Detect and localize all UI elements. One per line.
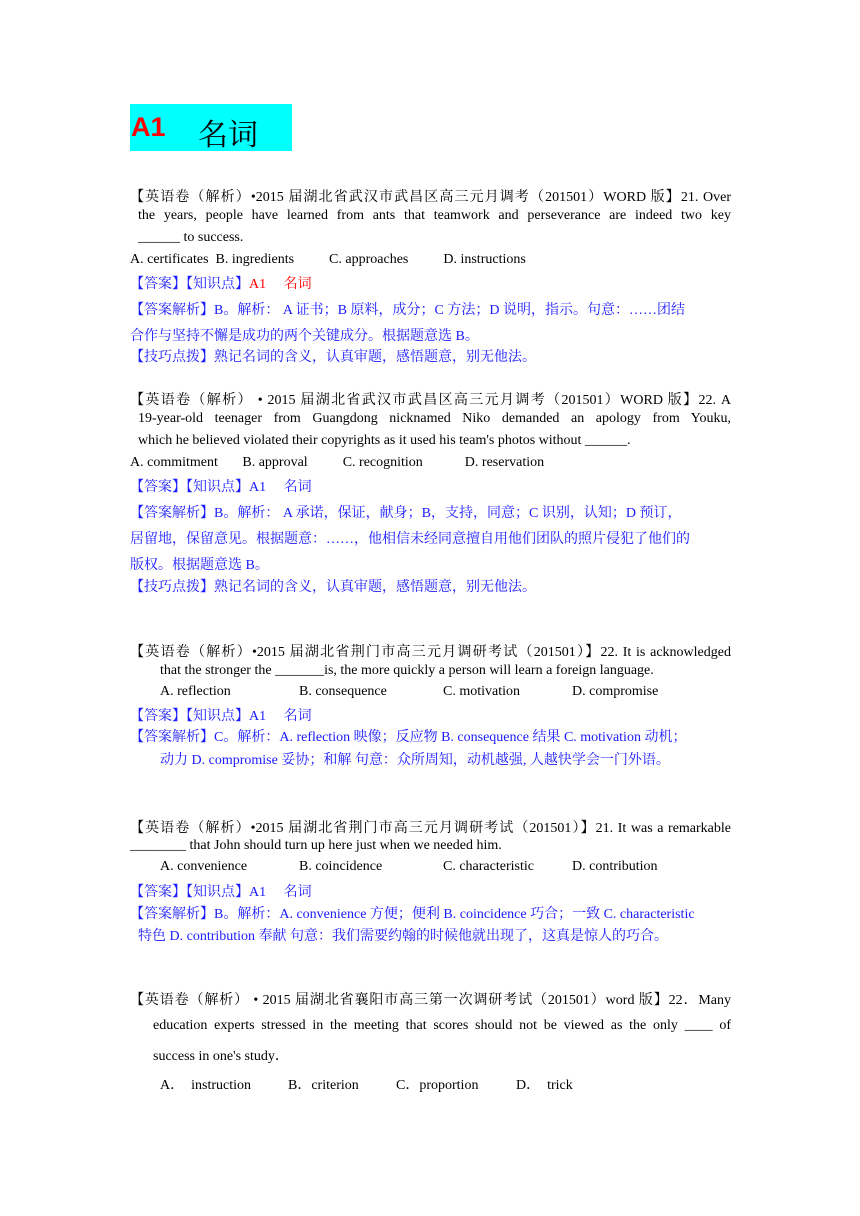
knowledge-value: A1 名词 bbox=[249, 885, 312, 900]
answer-label: 【答案】 bbox=[130, 480, 186, 495]
analysis-text: C。解析：A. reflection 映像；反应物 B. consequence 结果 C. motivation 动机； bbox=[214, 730, 687, 745]
option-d: D. compromise bbox=[572, 684, 659, 699]
question-stem-line: ________ that John should turn up here just when we needed him. bbox=[130, 838, 502, 853]
question-stem-line: education experts stressed in the meeting that scores should not be viewed as the only ____ of bbox=[153, 1018, 731, 1033]
option-b: B．criterion bbox=[288, 1078, 359, 1093]
analysis-line: 居留地，保留意见。根据题意：……，他相信未经同意擅自用他们团队的照片侵犯了他们的 bbox=[130, 532, 690, 547]
tip-label: 【技巧点拨】 bbox=[130, 350, 214, 365]
tip-text: 熟记名词的含义，认真审题，感悟题意，别无他法。 bbox=[214, 580, 536, 595]
question-stem-line: which he believed violated their copyrights as it used his team's photos without ______. bbox=[138, 433, 631, 448]
knowledge-label: 【知识点】 bbox=[186, 709, 249, 724]
knowledge-label: 【知识点】 bbox=[186, 277, 249, 292]
question-stem-line: success in one's study． bbox=[153, 1049, 289, 1064]
analysis-text: B。解析： A 承诺，保证，献身；B，支持，同意；C 识别，认知；D 预订， bbox=[214, 506, 682, 521]
analysis-line bbox=[130, 903, 695, 923]
analysis-text: B。解析：A. convenience 方便；便利 B. coincidence 巧合；一致 C. characteristic bbox=[214, 907, 695, 922]
analysis-line: 特色 D. contribution 奉献 句意：我们需要约翰的时候他就出现了，这真是惊人的巧合。 bbox=[138, 929, 669, 944]
analysis-label: 【答案解析】 bbox=[130, 506, 214, 521]
answer-label: 【答案】 bbox=[130, 885, 186, 900]
option-b: B. coincidence bbox=[299, 859, 383, 874]
analysis-label: 【答案解析】 bbox=[130, 730, 214, 745]
question-stem-line: 【英语卷（解析）•2015 届湖北省武汉市武昌区高三元月调考（201501）WORD 版】21. Over bbox=[130, 190, 731, 205]
answer-options: A. commitment B. approval C. recognition D. reservation bbox=[130, 455, 545, 470]
question-stem-line: 【英语卷（解析） • 2015 届湖北省武汉市武昌区高三元月调考（201501）WORD 版】22. A bbox=[130, 393, 731, 408]
analysis-line bbox=[130, 502, 681, 522]
analysis-line bbox=[130, 726, 686, 746]
question-stem-line: 【英语卷（解析）•2015 届湖北省荆门市高三元月调研考试（201501）】21. It was a remarkable bbox=[130, 821, 731, 836]
option-a: A. convenience bbox=[160, 859, 248, 874]
tip-line bbox=[130, 346, 536, 366]
analysis-text: B。解析： A 证书；B 原料，成分；C 方法；D 说明，指示。句意：……团结 bbox=[214, 303, 685, 318]
knowledge-label: 【知识点】 bbox=[186, 885, 249, 900]
answer-row bbox=[130, 881, 312, 901]
knowledge-label: 【知识点】 bbox=[186, 480, 249, 495]
tip-label: 【技巧点拨】 bbox=[130, 580, 214, 595]
analysis-line: 版权。根据题意选 B。 bbox=[130, 558, 269, 573]
analysis-line bbox=[130, 299, 685, 319]
option-d: D. contribution bbox=[572, 859, 658, 874]
question-stem-line: 【英语卷（解析）•2015 届湖北省荆门市高三元月调研考试（201501）】22. It is acknowledged bbox=[130, 645, 731, 660]
tip-text: 熟记名词的含义，认真审题，感悟题意，别无他法。 bbox=[214, 350, 536, 365]
question-stem-line: that the stronger the _______is, the more quickly a person will learn a foreign language. bbox=[160, 663, 654, 678]
question-stem-line: 【英语卷（解析） • 2015 届湖北省襄阳市高三第一次调研考试（201501）word 版】22．Many bbox=[130, 993, 731, 1008]
question-stem-line: the years, people have learned from ants that teamwork and perseverance are indeed two key bbox=[138, 208, 731, 223]
answer-label: 【答案】 bbox=[130, 709, 186, 724]
knowledge-value: A1 名词 bbox=[249, 277, 312, 292]
option-c: C．proportion bbox=[396, 1078, 479, 1093]
option-c: C. motivation bbox=[443, 684, 520, 699]
knowledge-value: A1 名词 bbox=[249, 709, 312, 724]
section-title: 名词 bbox=[198, 118, 258, 153]
answer-row bbox=[130, 273, 312, 293]
tip-line bbox=[130, 576, 536, 596]
option-b: B. consequence bbox=[299, 684, 387, 699]
analysis-line: 动力 D. compromise 妥协；和解 句意：众所周知，动机越强, 人越快学会一门外语。 bbox=[160, 753, 670, 768]
analysis-label: 【答案解析】 bbox=[130, 303, 214, 318]
answer-row bbox=[130, 476, 312, 496]
knowledge-value: A1 名词 bbox=[249, 480, 312, 495]
answer-row bbox=[130, 705, 312, 725]
analysis-line: 合作与坚持不懈是成功的两个关键成分。根据题意选 B。 bbox=[130, 329, 479, 344]
section-code: A1 bbox=[131, 112, 166, 142]
analysis-label: 【答案解析】 bbox=[130, 907, 214, 922]
option-d: D． trick bbox=[516, 1078, 573, 1093]
question-stem-line: ______ to success. bbox=[138, 230, 244, 245]
answer-label: 【答案】 bbox=[130, 277, 186, 292]
option-a: A． instruction bbox=[160, 1078, 251, 1093]
option-a: A. reflection bbox=[160, 684, 231, 699]
question-stem-line: 19-year-old teenager from Guangdong nicknamed Niko demanded an apology from Youku, bbox=[138, 411, 731, 426]
answer-options: A. certificates B. ingredients C. approaches D. instructions bbox=[130, 252, 526, 267]
option-c: C. characteristic bbox=[443, 859, 534, 874]
